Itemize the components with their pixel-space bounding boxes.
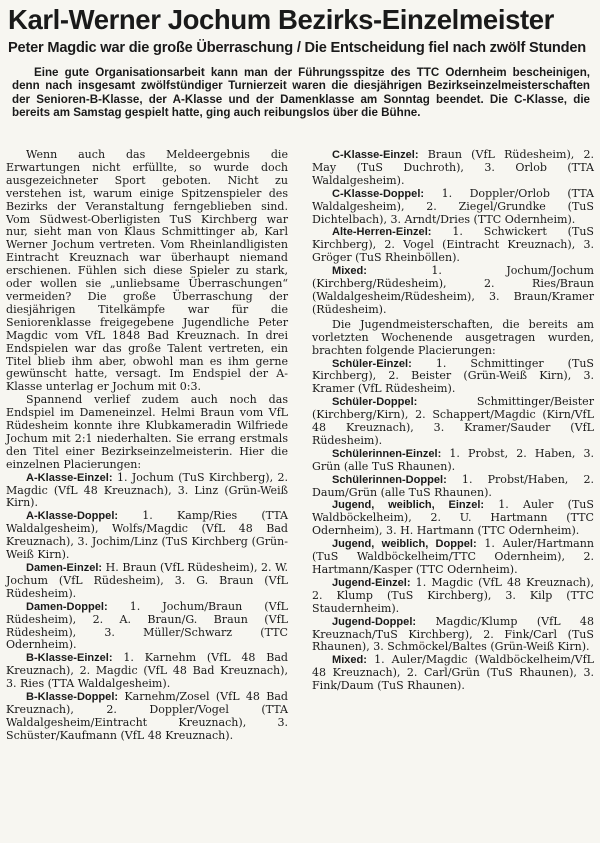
subheadline: Peter Magdic war die große Überraschung / Die Entscheidung fiel nach zwölf Stunden — [8, 40, 586, 56]
result-category: B-Klasse-Doppel: — [26, 691, 119, 704]
result-entry — [6, 510, 288, 562]
left-column — [6, 149, 288, 743]
result-placings: 1. Jochum/Jochum (Kirchberg/Rüdesheim), 2. Ries/Braun (Waldalgesheim/Rüdesheim), 3. Braun/Kramer (Rüdesheim). — [312, 264, 595, 316]
result-placings: 1. Probst, 2. Haben, 3. Grün (alle TuS Rhaunen). — [312, 446, 594, 473]
result-entry — [312, 358, 594, 397]
result-placings: 1. Auler (TuS Waldböckelheim), 2. U. Hartmann (TTC Odernheim), 3. H. Hartmann (TTC Odernheim). — [312, 498, 594, 538]
result-category: Schüler-Doppel: — [332, 396, 418, 409]
result-category: Damen-Einzel: — [26, 562, 103, 574]
results-list-left — [6, 472, 288, 743]
result-category: Schülerinnen-Einzel: — [332, 447, 442, 460]
body-paragraph-3: Die Jugendmeisterschaften, die bereits am vorletzten Wochenende ausgetragen wurden, brachten folgende Placierungen: — [312, 317, 594, 357]
result-category: Jugend, weiblich, Doppel: — [332, 538, 477, 551]
result-entry — [312, 654, 594, 693]
result-entry — [312, 396, 594, 448]
right-column — [312, 149, 594, 693]
result-placings: 1. Probst/Haben, 2. Daum/Grün (alle TuS Rhaunen). — [312, 472, 594, 499]
result-entry — [312, 474, 594, 500]
result-entry — [312, 577, 594, 616]
result-entry — [312, 226, 594, 265]
result-entry — [312, 188, 594, 227]
lead-paragraph: Eine gute Organisationsarbeit kann man der Führungsspitze des TTC Odernheim bescheinigen, denn nach insgesamt zwölfstündiger Turnierzeit waren die diesjährigen Bezirkseinzelmeisterschaften der Senioren-B-Klasse, der A-Klasse und der Damenklasse am Sonntag beendet. Die C-Klasse, die bereits am Samstag gespielt hatte, ging auch reibungslos über die Bühne. — [12, 66, 590, 119]
result-placings: 1. Jochum (TuS Kirchberg), 2. Magdic (VfL 48 Kreuznach), 3. Linz (Grün-Weiß Kirn). — [6, 470, 288, 510]
result-entry — [6, 652, 288, 691]
body-paragraph-1: Wenn auch das Meldeergebnis die Erwartungen nicht erfüllte, so wurde doch ausgezeichneter Sport geboten. Nicht zu verstehen ist, warum einige Spitzenspieler des Bezirks der Veranstaltung ferngeblieben sind. Vom Südwest-Oberligisten TuS Kirchberg war nur, sieht man von Klaus Schmittinger ab, Karl Werner Jochum vertreten. Vom Rheinlandligisten Eintracht Kreuznach war überhaupt niemand erschienen. Fühlen sich diese Spieler zu stark, oder wollen sie „unliebsame Überraschungen“ vermeiden? Die große Überraschung der diesjährigen Titelkämpfe war für die Seniorenklasse freigegebene Jugendliche Peter Magdic vom VfL 1848 Bad Kreuznach. In drei Endspielen war das große Talent vertreten, ein Titel blieb ihm aber, obwohl man es ihm gerne gewünscht hatte, versagt. Im Endspiel der A-Klasse unterlag er Jochum mit 0:3. — [6, 148, 288, 394]
result-category: A-Klasse-Einzel: — [26, 471, 113, 484]
result-entry — [6, 562, 288, 601]
result-category: A-Klasse-Doppel: — [26, 510, 119, 523]
result-category: Schüler-Einzel: — [332, 357, 412, 370]
result-category: Jugend-Einzel: — [332, 576, 411, 589]
result-placings: 1. Jochum/Braun (VfL Rüdesheim), 2. A. Braun/G. Braun (VfL Rüdesheim), 3. Müller/Schwarz (TTC Odernheim). — [6, 599, 289, 652]
result-placings: 1. Doppler/Orlob (TTA Waldalgesheim), 2. Ziegel/Grundke (TuS Dichtelbach), 3. Arndt/Dries (TTC Odernheim). — [312, 186, 594, 226]
result-placings: Schmittinger/Beister (Kirchberg/Kirn), 2. Schappert/Magdic (Kirn/VfL 48 Kreuznach), 3. Kramer/Sauder (VfL Rüdesheim). — [312, 395, 594, 447]
result-placings: 1. Kamp/Ries (TTA Waldalgesheim), Wolfs/Magdic (VfL 48 Bad Kreuznach), 3. Jochim/Linz (TuS Kirchberg (Grün-Weiß Kirn). — [6, 509, 288, 562]
result-category: B-Klasse-Einzel: — [26, 652, 113, 665]
result-category: Mixed: — [332, 265, 367, 278]
result-entry — [6, 472, 288, 511]
results-list-right-youth — [312, 358, 594, 694]
result-category: Jugend, weiblich, Einzel: — [332, 499, 485, 512]
result-placings: Karnehm/Zosel (VfL 48 Bad Kreuznach), 2. Doppler/Vogel (TTA Waldalgesheim/Eintracht Kreuznach), 3. Schüster/Kaufmann (VfL 48 Kreuznach). — [6, 690, 288, 742]
result-placings: Braun (VfL Rüdesheim), 2. May (TuS Duchroth), 3. Orlob (TTA Waldalgesheim). — [312, 148, 594, 187]
headline: Karl-Werner Jochum Bezirks-Einzelmeister — [8, 4, 554, 35]
result-category: Alte-Herren-Einzel: — [332, 226, 432, 239]
result-category: C-Klasse-Einzel: — [332, 149, 419, 161]
result-entry — [312, 265, 594, 317]
result-entry — [312, 616, 594, 655]
body-paragraph-2: Spannend verlief zudem auch noch das Endspiel im Dameneinzel. Helmi Braun vom VfL Rüdesheim konnte ihre Klubkameradin Wilfriede Jochum mit 2:1 niederhalten. Sie errang erstmals den Titel einer Bezirkseinzelmeisterin. Hier die einzelnen Placierungen: — [6, 393, 288, 471]
result-placings: 1. Magdic (VfL 48 Kreuznach), 2. Klump (TuS Kirchberg), 3. Kilp (TTC Staudernheim). — [312, 575, 594, 615]
result-placings: Magdic/Klump (VfL 48 Kreuznach/TuS Kirchberg), 2. Fink/Carl (TuS Rhaunen), 3. Schmöckel/Baltes (Grün-Weiß Kirn). — [312, 614, 594, 654]
results-list-right-senior — [312, 149, 594, 317]
result-category: Damen-Doppel: — [26, 600, 108, 613]
result-entry — [312, 448, 594, 474]
result-placings: 1. Auler/Hartmann (TuS Waldböckelheim/TTC Odernheim), 2. Hartmann/Kasper (TTC Odernheim). — [312, 537, 594, 576]
result-placings: 1. Schwickert (TuS Kirchberg), 2. Vogel (Eintracht Kreuznach), 3. Gröger (TuS Rheinböllen). — [312, 225, 595, 265]
result-entry — [6, 601, 288, 653]
result-entry — [312, 538, 594, 577]
result-entry — [312, 499, 594, 538]
result-placings: H. Braun (VfL Rüdesheim), 2. W. Jochum (VfL Rüdesheim), 3. G. Braun (VfL Rüdesheim). — [6, 561, 289, 600]
result-category: C-Klasse-Doppel: — [332, 187, 425, 200]
result-category: Mixed: — [332, 654, 367, 667]
result-entry — [6, 691, 288, 743]
result-category: Schülerinnen-Doppel: — [332, 473, 447, 486]
result-entry — [312, 149, 594, 188]
result-placings: 1. Auler/Magdic (Waldböckelheim/VfL 48 Kreuznach), 2. Carl/Grün (TuS Rhaunen), 3. Fink/Daum (TuS Rhaunen). — [312, 653, 594, 693]
result-placings: 1. Karnehm (VfL 48 Bad Kreuznach), 2. Magdic (VfL 48 Bad Kreuznach), 3. Ries (TTA Waldalgesheim). — [6, 651, 288, 691]
result-category: Jugend-Doppel: — [332, 615, 417, 628]
result-placings: 1. Schmittinger (TuS Kirchberg), 2. Beister (Grün-Weiß Kirn), 3. Kramer (VfL Rüdesheim). — [312, 356, 594, 396]
